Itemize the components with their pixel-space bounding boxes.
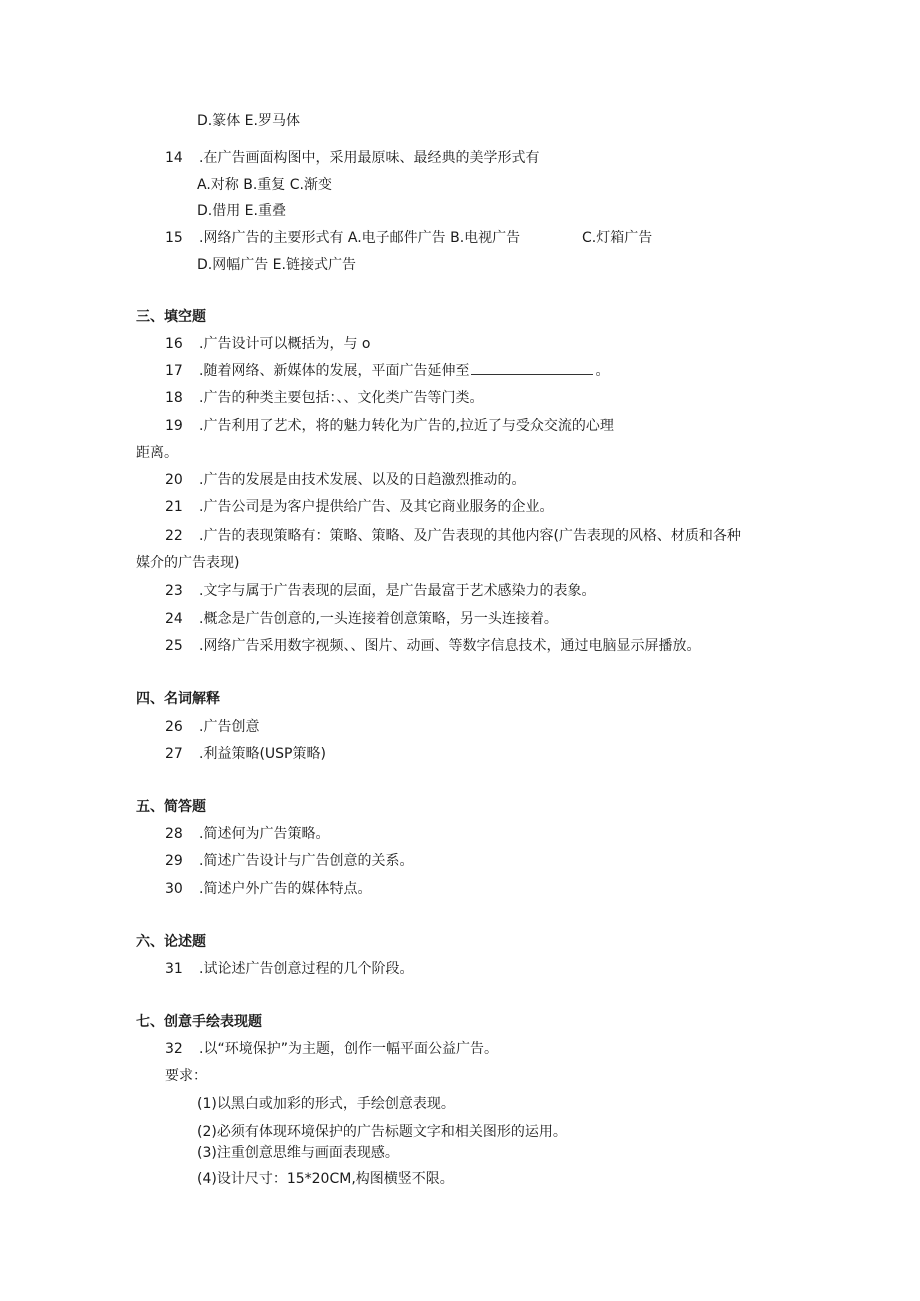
question-number: 16	[165, 336, 183, 352]
q14-options-abc: A.对称 B.重复 C.渐变	[197, 177, 332, 193]
question-26	[165, 718, 259, 736]
question-23	[165, 582, 595, 600]
requirement-3: (3)注重创意思维与画面表现感。	[197, 1145, 399, 1161]
section-heading-terms: 四、名词解释	[136, 691, 220, 707]
requirement-1: (1)以黑白或加彩的形式，手绘创意表现。	[197, 1096, 455, 1112]
question-22	[165, 527, 741, 545]
q14-options-de: D.借用 E.重叠	[197, 203, 286, 219]
question-17	[165, 362, 609, 380]
question-number: 21	[165, 499, 183, 515]
question-text: .广告的发展是由技术发展、以及的日趋激烈推动的。	[199, 472, 526, 488]
question-number: 24	[165, 611, 183, 627]
requirement-2: (2)必须有体现环境保护的广告标题文字和相关图形的运用。	[197, 1124, 567, 1140]
question-number: 14	[165, 150, 183, 166]
question-text: .网络广告采用数字视频、、图片、动画、等数字信息技术，通过电脑显示屏播放。	[199, 638, 701, 654]
q15-option-c: C.灯箱广告	[582, 230, 653, 246]
question-text: .简述何为广告策略。	[199, 826, 330, 842]
section-heading-essay: 六、论述题	[136, 934, 206, 950]
question-29	[165, 852, 413, 870]
question-21	[165, 498, 553, 516]
question-text: .以“环境保护”为主题，创作一幅平面公益广告。	[199, 1041, 498, 1057]
question-number: 31	[165, 961, 183, 977]
question-text: .文字与属于广告表现的层面，是广告最富于艺术感染力的表象。	[199, 583, 596, 599]
question-text: .广告公司是为客户提供给广告、及其它商业服务的企业。	[199, 499, 554, 515]
question-number: 28	[165, 826, 183, 842]
question-text: .广告创意	[199, 719, 260, 735]
question-text: .试论述广告创意过程的几个阶段。	[199, 961, 414, 977]
question-text: .网络广告的主要形式有 A.电子邮件广告 B.电视广告	[199, 230, 521, 246]
question-15	[165, 229, 520, 247]
question-28	[165, 825, 329, 843]
question-text: .随着网络、新媒体的发展，平面广告延伸至	[199, 363, 470, 379]
question-19	[165, 417, 614, 435]
question-text: .简述户外广告的媒体特点。	[199, 881, 372, 897]
question-20	[165, 471, 525, 489]
question-18	[165, 389, 483, 407]
question-text: .利益策略(USP策略)	[199, 746, 326, 762]
question-30	[165, 880, 371, 898]
question-32	[165, 1040, 498, 1058]
question-number: 23	[165, 583, 183, 599]
section-heading-drawing: 七、创意手绘表现题	[136, 1014, 262, 1030]
question-number: 20	[165, 472, 183, 488]
question-text: .广告的表现策略有：策略、策略、及广告表现的其他内容(广告表现的风格、材质和各种	[199, 528, 741, 544]
question-number: 25	[165, 638, 183, 654]
question-text-end: 。	[595, 363, 610, 379]
q15-options-de: D.网幅广告 E.链接式广告	[197, 257, 356, 273]
section-heading-fill-in: 三、填空题	[136, 309, 206, 325]
requirements-label: 要求：	[165, 1068, 207, 1084]
question-number: 18	[165, 390, 183, 406]
question-16	[165, 335, 370, 353]
question-27	[165, 745, 326, 763]
question-text: .广告设计可以概括为，与 o	[199, 336, 371, 352]
question-14	[165, 149, 539, 167]
q13-options-de: D.篆体 E.罗马体	[197, 113, 300, 129]
section-heading-short-answer: 五、简答题	[136, 799, 206, 815]
question-22-continuation: 媒介的广告表现)	[136, 555, 240, 571]
question-number: 29	[165, 853, 183, 869]
question-number: 30	[165, 881, 183, 897]
question-text: .概念是广告创意的,一头连接着创意策略，另一头连接着。	[199, 611, 558, 627]
question-24	[165, 610, 558, 628]
question-number: 27	[165, 746, 183, 762]
answer-blank	[471, 362, 593, 375]
question-text: .在广告画面构图中，采用最原味、最经典的美学形式有	[199, 150, 540, 166]
question-number: 32	[165, 1041, 183, 1057]
question-text: .广告利用了艺术，将的魅力转化为广告的,拉近了与受众交流的心理	[199, 418, 614, 434]
question-text: .简述广告设计与广告创意的关系。	[199, 853, 414, 869]
question-19-continuation: 距离。	[136, 445, 178, 461]
question-31	[165, 960, 413, 978]
question-number: 19	[165, 418, 183, 434]
question-number: 17	[165, 363, 183, 379]
question-number: 22	[165, 528, 183, 544]
question-25	[165, 637, 700, 655]
requirement-4: (4)设计尺寸：15*20CM,构图横竖不限。	[197, 1171, 454, 1187]
question-text: .广告的种类主要包括：、、文化类广告等门类。	[199, 390, 484, 406]
question-number: 26	[165, 719, 183, 735]
question-number: 15	[165, 230, 183, 246]
